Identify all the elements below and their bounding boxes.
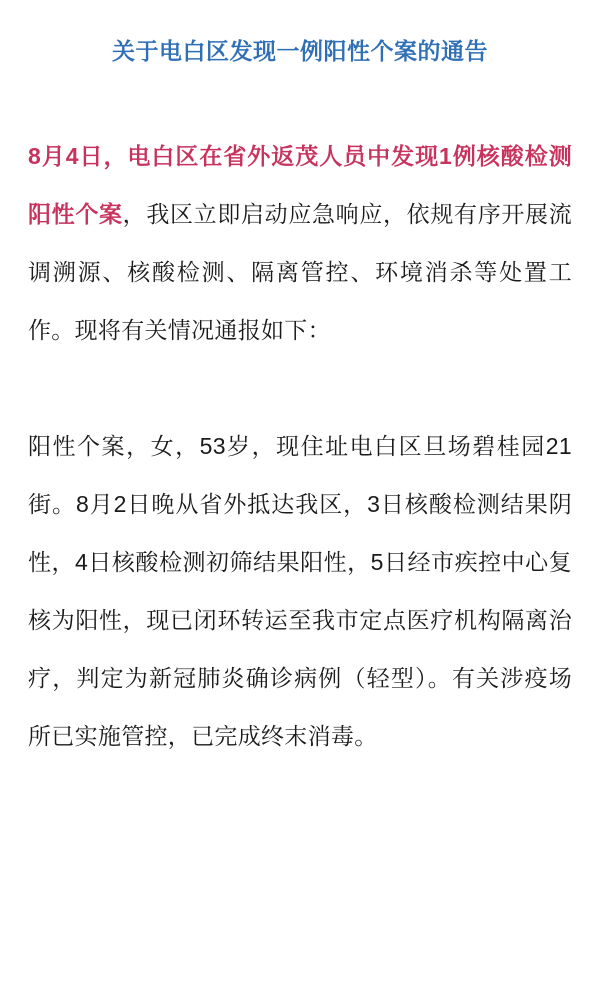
paragraph-1-text: ，我区立即启动应急响应，依规有序开展流调溯源、核酸检测、隔离管控、环境消杀等处置工作。现将有关情况通报如下： [28, 200, 572, 343]
paragraph-2 [28, 417, 572, 765]
document-body [28, 127, 572, 765]
paragraph-1-highlight: 8月4日，电白区在省外返茂人员中发现1例核酸检测阳性个案 [28, 142, 572, 227]
paragraph-1 [28, 127, 572, 359]
paragraph-2-text: 阳性个案，女，53岁，现住址电白区旦场碧桂园21街。8月2日晚从省外抵达我区，3日核酸检测结果阴性，4日核酸检测初筛结果阳性，5日经市疾控中心复核为阳性，现已闭环转运至我市定点医疗机构隔离治疗，判定为新冠肺炎确诊病例（轻型）。有关涉疫场所已实施管控，已完成终末消毒。 [28, 432, 572, 749]
page-title: 关于电白区发现一例阳性个案的通告 [112, 38, 488, 64]
